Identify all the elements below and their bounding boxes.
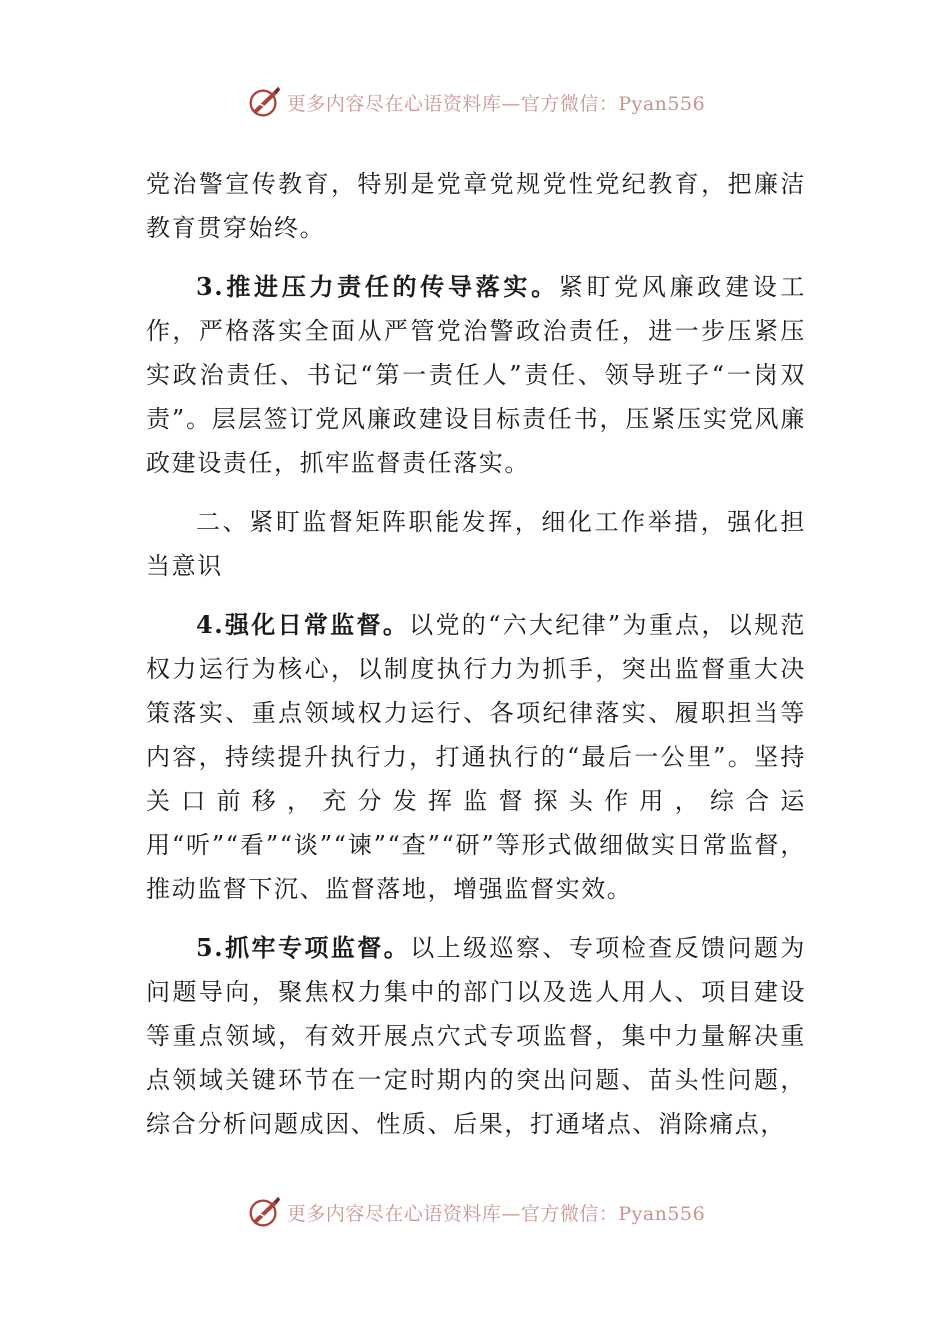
paragraph-4 <box>146 603 806 911</box>
paragraph-2-heading: 3.推进压力责任的传导落实。 <box>196 272 559 301</box>
pen-logo-icon <box>245 1193 283 1231</box>
paragraph-5-heading: 5.抓牢专项监督。 <box>196 933 411 962</box>
paragraph-5-text: 以上级巡察、专项检查反馈问题为问题导向，聚焦权力集中的部门以及选人用人、项目建设等重点领域，有效开展点穴式专项监督，集中力量解决重点领域关键环节在一定时期内的突出问题、苗头性问题，综合分析问题成因、性质、后果，打通堵点、消除痛点， <box>146 934 806 1138</box>
header-watermark-text: 更多内容尽在心语资料库—官方微信：Pyan556 <box>286 92 706 115</box>
paragraph-1-text: 党治警宣传教育，特别是党章党规党性党纪教育，把廉洁教育贯穿始终。 <box>146 170 806 242</box>
pen-logo-icon <box>245 83 283 121</box>
footer-watermark <box>0 1192 950 1232</box>
header-watermark <box>0 82 950 122</box>
paragraph-3-text: 二、紧盯监督矩阵职能发挥，细化工作举措，强化担当意识 <box>146 508 806 580</box>
paragraph-4-heading: 4.强化日常监督。 <box>196 610 410 639</box>
document-body <box>146 162 806 1146</box>
paragraph-3 <box>146 500 806 588</box>
paragraph-2 <box>146 265 806 485</box>
paragraph-4-text: 以党的“六大纪律”为重点，以规范权力运行为核心，以制度执行力为抓手，突出监督重大决策落实、重点领域权力运行、各项纪律落实、履职担当等内容，持续提升执行力，打通执行的“最后一公里”。坚持关口前移，充分发挥监督探头作用，综合运用“听”“看”“谈”“谏”“查”“研”等形式做细做实日常监督，推动监督下沉、监督落地，增强监督实效。 <box>146 611 806 903</box>
footer-watermark-text: 更多内容尽在心语资料库—官方微信：Pyan556 <box>286 1202 706 1225</box>
paragraph-5 <box>146 926 806 1146</box>
paragraph-2-text: 紧盯党风廉政建设工作，严格落实全面从严管党治警政治责任，进一步压紧压实政治责任、书记“第一责任人”责任、领导班子“一岗双责”。层层签订党风廉政建设目标责任书，压紧压实党风廉政建设责任，抓牢监督责任落实。 <box>146 273 806 477</box>
paragraph-1 <box>146 162 806 250</box>
